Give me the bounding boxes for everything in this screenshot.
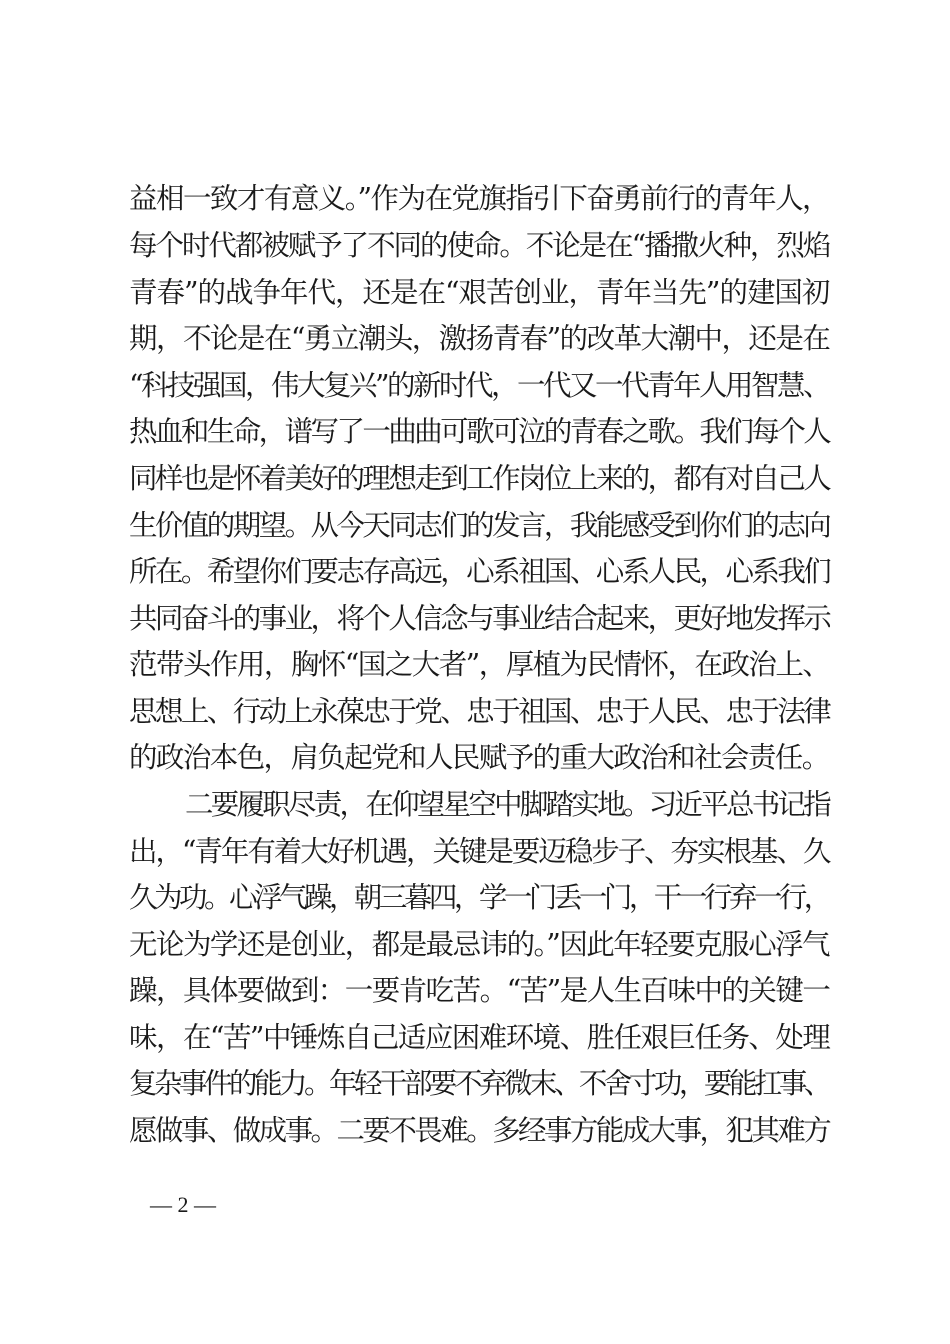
text-line: 出，“青年有着大好机遇，关键是要迈稳步子、夯实根基、久	[129, 835, 830, 868]
text-line: 期，不论是在“勇立潮头，激扬青春”的改革大潮中，还是在	[129, 322, 830, 355]
text-line: 躁，具体要做到：一要肯吃苦。“苦”是人生百味中的关键一	[129, 974, 830, 1007]
paragraph-first-line: 二要履职尽责，在仰望星空中脚踏实地。习近平总书记指	[185, 788, 830, 821]
text-line: 同样也是怀着美好的理想走到工作岗位上来的，都有对自己人	[129, 462, 830, 495]
text-line: 的政治本色，肩负起党和人民赋予的重大政治和社会责任。	[129, 741, 829, 774]
text-line: 味，在“苦”中锤炼自己适应困难环境、胜任艰巨任务、处理	[129, 1021, 830, 1054]
text-line: 共同奋斗的事业，将个人信念与事业结合起来，更好地发挥示	[129, 602, 830, 635]
text-line: 久为功。心浮气躁，朝三暮四，学一门丢一门，干一行弃一行，	[129, 881, 829, 914]
text-line: 青春”的战争年代，还是在“艰苦创业，青年当先”的建国初	[129, 276, 830, 309]
text-line: “科技强国，伟大复兴”的新时代，一代又一代青年人用智慧、	[129, 369, 829, 402]
text-line: 思想上、行动上永葆忠于党、忠于祖国、忠于人民、忠于法律	[129, 695, 830, 728]
text-line: 益相一致才有意义。”作为在党旗指引下奋勇前行的青年人，	[129, 182, 830, 215]
text-line: 愿做事、做成事。二要不畏难。多经事方能成大事，犯其难方	[129, 1114, 830, 1147]
text-line: 范带头作用，胸怀“国之大者”，厚植为民情怀，在政治上、	[129, 648, 830, 681]
text-line: 所在。希望你们要志存高远，心系祖国、心系人民，心系我们	[129, 555, 830, 588]
text-line: 复杂事件的能力。年轻干部要不弃微末、不舍寸功，要能扛事、	[129, 1067, 829, 1100]
page-number: — 2 —	[150, 1192, 216, 1217]
text-line: 生价值的期望。从今天同志们的发言，我能感受到你们的志向	[129, 509, 830, 542]
text-line: 无论为学还是创业，都是最忌讳的。”因此年轻要克服心浮气	[129, 928, 830, 961]
text-line: 热血和生命，谱写了一曲曲可歌可泣的青春之歌。我们每个人	[129, 415, 830, 448]
text-line: 每个时代都被赋予了不同的使命。不论是在“播撒火种，烈焰	[129, 229, 830, 262]
